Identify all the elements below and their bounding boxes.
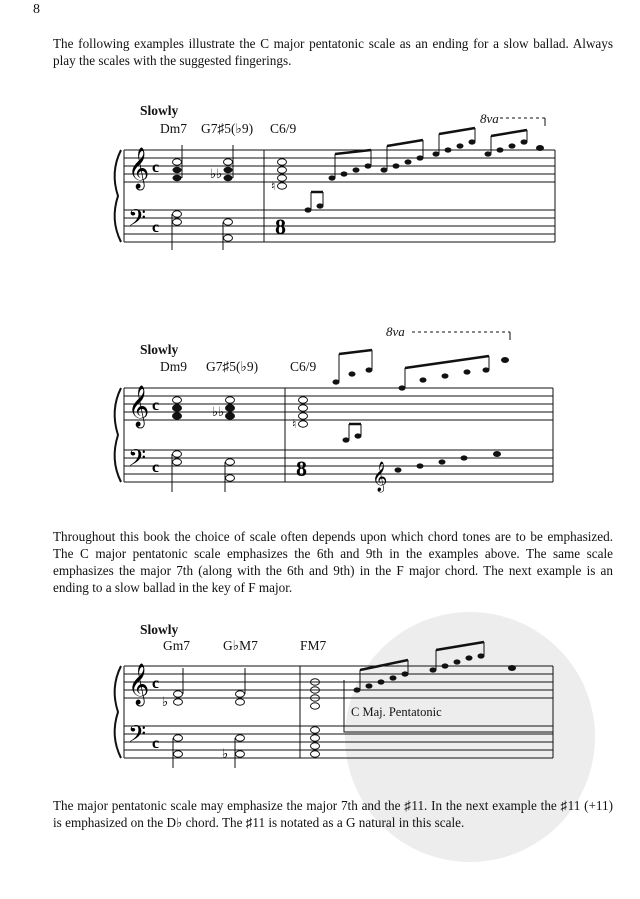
- svg-text:𝄢: 𝄢: [128, 446, 147, 477]
- tempo-marking-2: Slowly: [140, 342, 179, 357]
- svg-text:𝄞: 𝄞: [372, 462, 388, 491]
- svg-text:c: c: [152, 159, 160, 176]
- chord-symbol-dm9: Dm9: [160, 359, 187, 374]
- explanation-paragraph: Throughout this book the choice of scale often depends upon which chord tones are to be emphasized. The C major pentatonic scale emphasizes the 6th and 9th in the examples above. The same scale emphasizes the major 7th (along with the 6th and 9th) in the F major chord. The next example is an ending to a slow ballad in the key of F major.: [53, 529, 613, 595]
- svg-text:8: 8: [296, 456, 307, 481]
- page-number: 8: [33, 2, 40, 17]
- svg-text:c: c: [152, 459, 160, 476]
- music-system-1: [0, 100, 640, 260]
- scale-annotation: C Maj. Pentatonic: [351, 705, 442, 719]
- svg-text:♮: ♮: [292, 417, 297, 431]
- chord-symbol-c69-2: C6/9: [290, 359, 317, 374]
- svg-text:𝄞: 𝄞: [128, 386, 150, 426]
- svg-text:♭♭: ♭♭: [212, 404, 225, 419]
- chord-symbol-gm7: Gm7: [163, 638, 190, 653]
- svg-text:♭♭: ♭♭: [210, 166, 223, 181]
- svg-text:8: 8: [275, 214, 286, 239]
- svg-text:♭: ♭: [162, 694, 169, 709]
- chord-symbol-gbm7: G♭M7: [223, 638, 258, 653]
- svg-text:♮: ♮: [271, 179, 276, 193]
- svg-text:♭: ♭: [222, 746, 229, 761]
- octave-mark-1: 8va: [480, 111, 499, 126]
- svg-text:𝄞: 𝄞: [128, 664, 150, 704]
- svg-text:c: c: [152, 735, 160, 752]
- svg-text:c: c: [152, 219, 160, 236]
- tempo-marking-1: Slowly: [140, 103, 179, 118]
- chord-symbol-fm7: FM7: [300, 638, 327, 653]
- svg-text:𝄢: 𝄢: [128, 206, 147, 237]
- music-system-2: [0, 330, 640, 500]
- tempo-marking-3: Slowly: [140, 622, 179, 637]
- music-system-3: [0, 640, 640, 780]
- svg-text:c: c: [152, 397, 160, 414]
- svg-text:𝄞: 𝄞: [128, 148, 150, 188]
- svg-text:𝄢: 𝄢: [128, 722, 147, 753]
- chord-symbol-c69: C6/9: [270, 121, 297, 136]
- octave-mark-2: 8va: [386, 324, 405, 339]
- closing-paragraph: The major pentatonic scale may emphasize the major 7th and the ♯11. In the next example the ♯11 (+11) is emphasized on the D♭ chord. The ♯11 is notated as a G natural in this scale.: [53, 798, 613, 830]
- intro-paragraph: The following examples illustrate the C major pentatonic scale as an ending for a slow ballad. Always play the scales with the suggested fingerings.: [53, 36, 613, 68]
- chord-symbol-g7-2: G7♯5(♭9): [206, 359, 259, 374]
- chord-symbol-g7: G7♯5(♭9): [201, 121, 254, 136]
- svg-text:c: c: [152, 675, 160, 692]
- chord-symbol-dm7: Dm7: [160, 121, 187, 136]
